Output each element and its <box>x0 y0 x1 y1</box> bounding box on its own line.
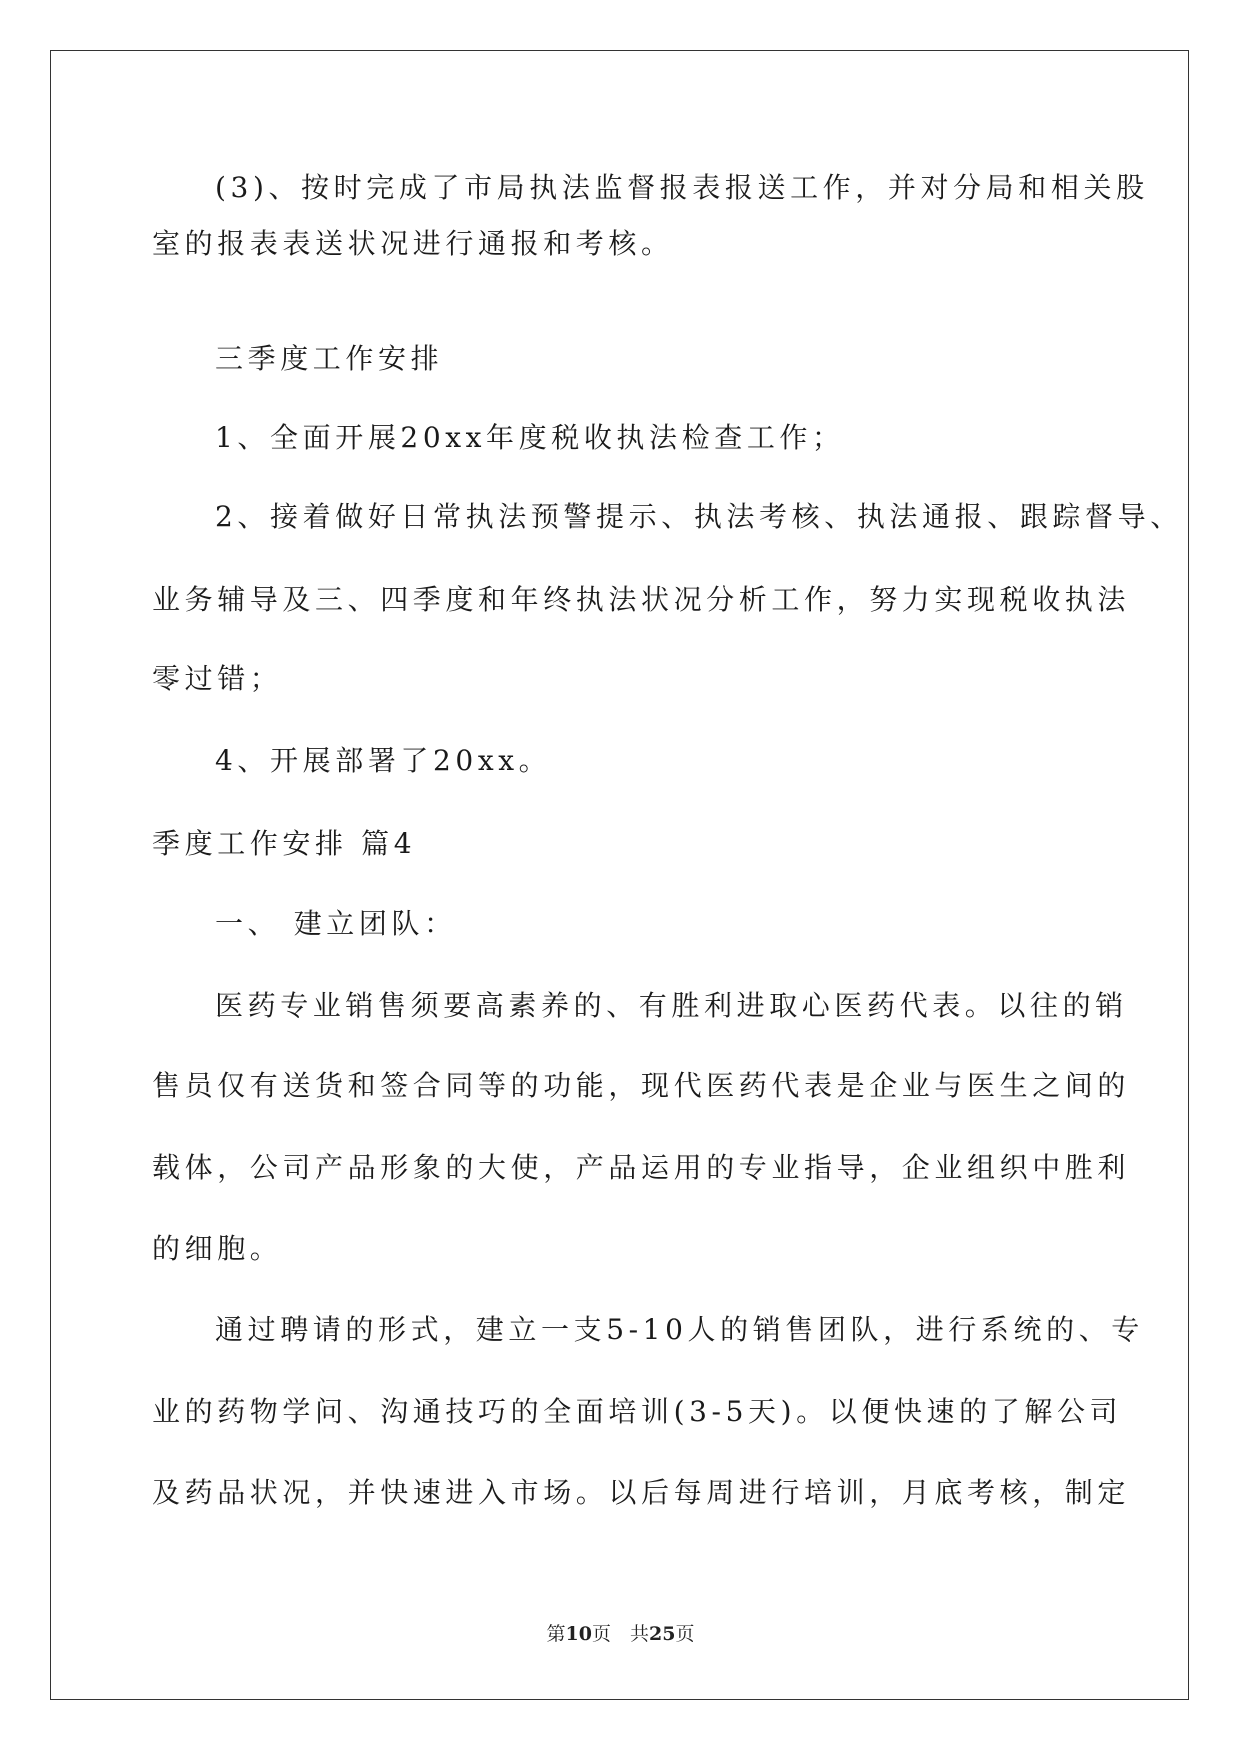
section-heading: 三季度工作安排 <box>215 342 444 375</box>
paragraph-line: 4、开展部署了20xx。 <box>215 744 552 777</box>
paragraph-line: 载体，公司产品形象的大使，产品运用的专业指导，企业组织中胜利 <box>152 1151 1131 1184</box>
subsection-heading: 一、 建立团队： <box>215 907 457 940</box>
footer-prefix: 第 <box>546 1623 566 1645</box>
paragraph-line: 的细胞。 <box>152 1232 283 1265</box>
page-footer <box>0 1619 1241 1646</box>
paragraph-line: 1、全面开展20xx年度税收执法检查工作； <box>215 421 845 454</box>
paragraph-line: 业务辅导及三、四季度和年终执法状况分析工作，努力实现税收执法 <box>152 583 1131 616</box>
paragraph-line: 室的报表表送状况进行通报和考核。 <box>152 227 674 260</box>
paragraph-line: 医药专业销售须要高素养的、有胜利进取心医药代表。以往的销 <box>215 989 1128 1022</box>
paragraph-line: 2、接着做好日常执法预警提示、执法考核、执法通报、跟踪督导、 <box>215 500 1183 533</box>
total-page-count: 25 <box>649 1623 676 1645</box>
footer-suffix: 页 <box>675 1623 695 1645</box>
paragraph-line: 零过错； <box>152 662 283 695</box>
paragraph-line: 及药品状况，并快速进入市场。以后每周进行培训，月底考核，制定 <box>152 1476 1131 1509</box>
paragraph-line: (3)、按时完成了市局执法监督报表报送工作，并对分局和相关股 <box>215 171 1149 204</box>
footer-middle: 页 共 <box>591 1623 649 1645</box>
paragraph-line: 售员仅有送货和签合同等的功能，现代医药代表是企业与医生之间的 <box>152 1069 1131 1102</box>
page-border <box>50 50 1189 1700</box>
section-heading: 季度工作安排 篇4 <box>152 827 417 860</box>
paragraph-line: 通过聘请的形式，建立一支5-10人的销售团队，进行系统的、专 <box>215 1313 1144 1346</box>
paragraph-line: 业的药物学问、沟通技巧的全面培训(3-5天)。以便快速的了解公司 <box>152 1395 1123 1428</box>
current-page-number: 10 <box>565 1623 592 1645</box>
